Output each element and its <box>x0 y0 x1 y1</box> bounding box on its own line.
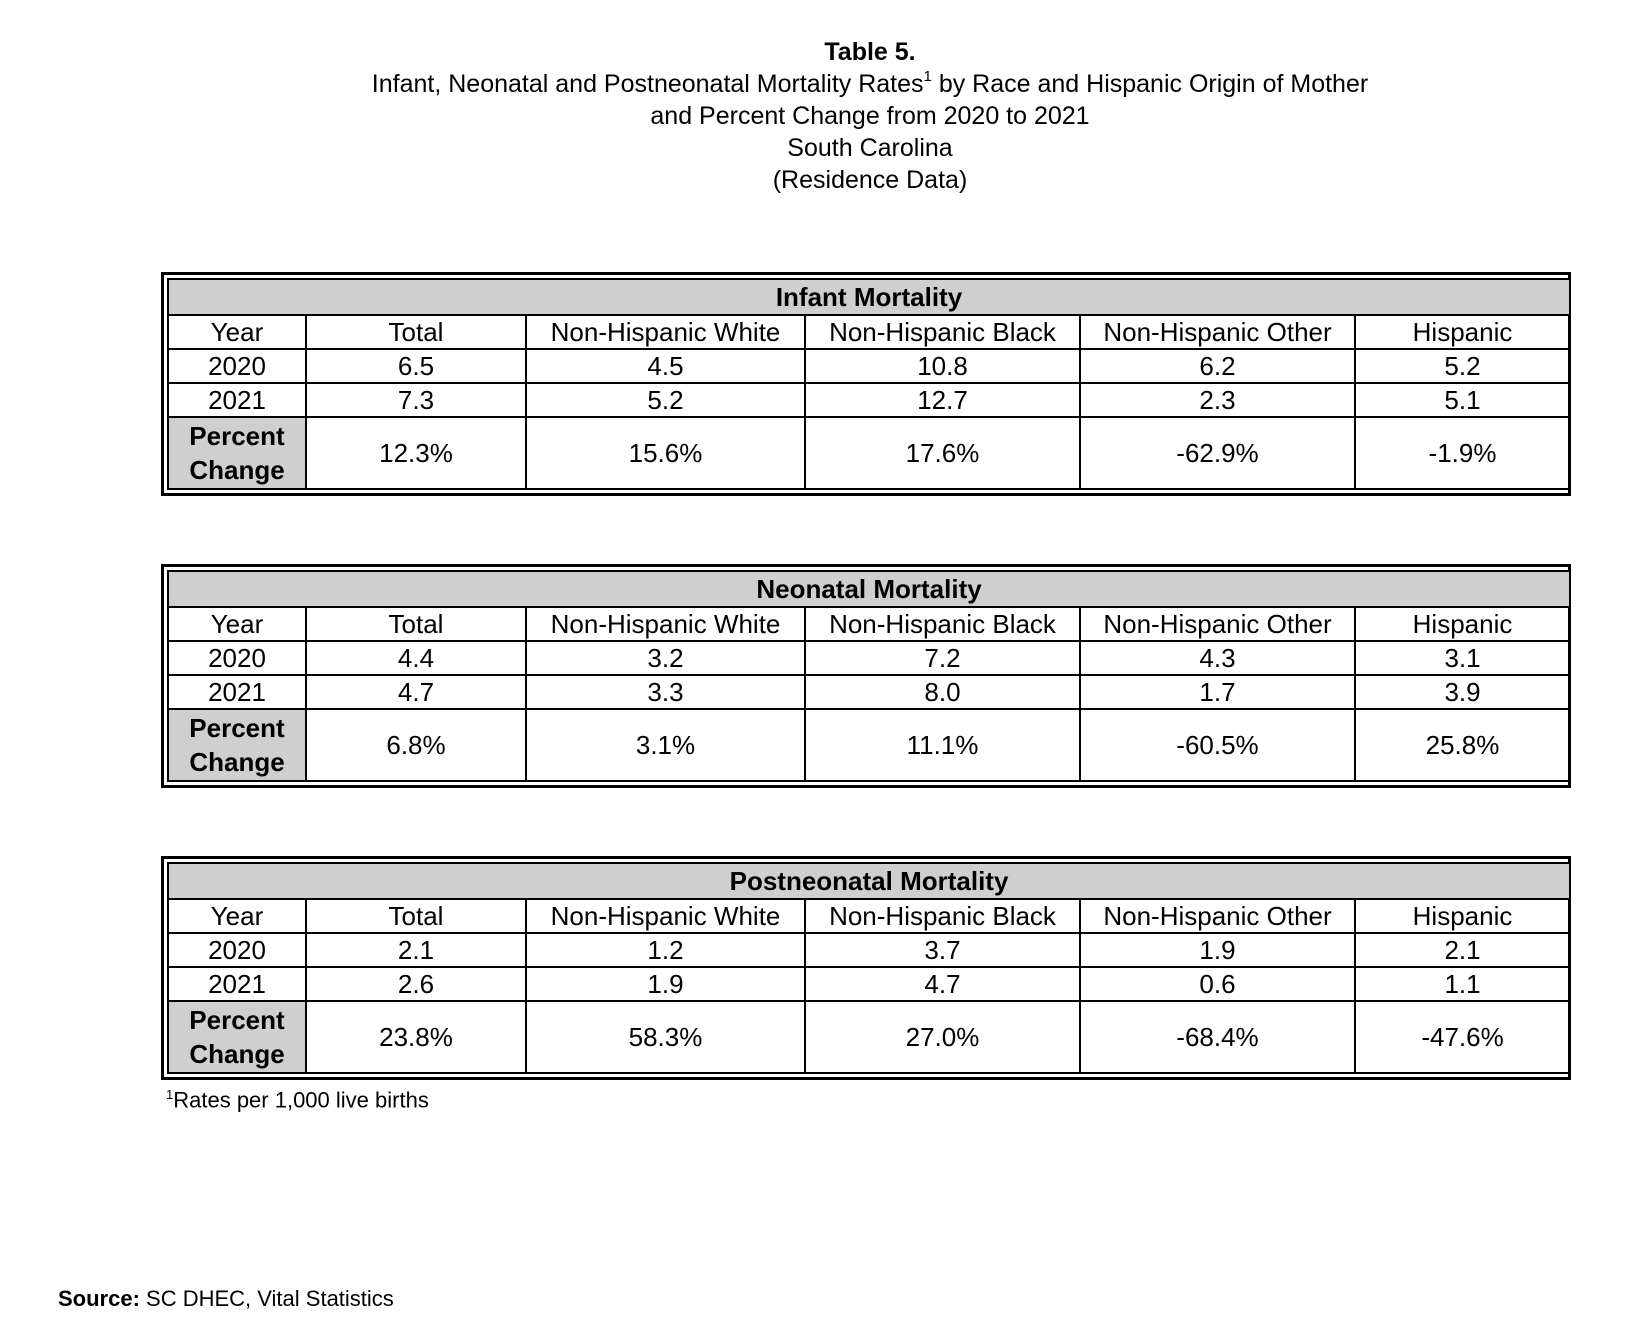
column-header: Non-Hispanic Other <box>1080 315 1355 349</box>
percent-change-row <box>168 1001 1570 1073</box>
table-cell: 2.3 <box>1080 383 1355 417</box>
infant-mortality-table <box>161 272 1571 496</box>
column-header: Hispanic <box>1355 315 1570 349</box>
table-cell: 3.7 <box>805 933 1080 967</box>
table-cell: 15.6% <box>526 417 805 489</box>
section-title: Infant Mortality <box>168 279 1570 315</box>
table-cell: 17.6% <box>805 417 1080 489</box>
table-number: Table 5. <box>824 38 916 66</box>
table-cell: -62.9% <box>1080 417 1355 489</box>
table-cell: 5.2 <box>1355 349 1570 383</box>
postneonatal-mortality-table <box>161 856 1571 1080</box>
column-header: Non-Hispanic Black <box>805 607 1080 641</box>
table-cell: 12.7 <box>805 383 1080 417</box>
change-label: Change <box>189 1039 285 1069</box>
column-header: Non-Hispanic Other <box>1080 899 1355 933</box>
column-header-row <box>168 315 1570 349</box>
table-row <box>168 349 1570 383</box>
table-row <box>168 675 1570 709</box>
table-cell: 2020 <box>168 933 306 967</box>
table-cell: 3.9 <box>1355 675 1570 709</box>
column-header: Total <box>306 315 526 349</box>
table-title-line-4: (Residence Data) <box>772 166 968 194</box>
table-cell: 3.2 <box>526 641 805 675</box>
percent-change-label <box>168 1001 306 1073</box>
table-cell: 4.7 <box>805 967 1080 1001</box>
table-cell: 2020 <box>168 641 306 675</box>
source-note <box>58 1286 394 1312</box>
percent-change-row <box>168 709 1570 781</box>
table-cell: 23.8% <box>306 1001 526 1073</box>
table-cell: 1.7 <box>1080 675 1355 709</box>
table-title-line-3: South Carolina <box>787 134 953 162</box>
table-cell: 3.3 <box>526 675 805 709</box>
column-header: Non-Hispanic White <box>526 607 805 641</box>
change-label: Change <box>189 747 285 777</box>
table-cell: 2021 <box>168 383 306 417</box>
footnote-marker: 1 <box>923 67 932 85</box>
column-header: Total <box>306 607 526 641</box>
change-label: Change <box>189 455 285 485</box>
table-cell: 1.1 <box>1355 967 1570 1001</box>
table-cell: 3.1% <box>526 709 805 781</box>
table-cell: 4.7 <box>306 675 526 709</box>
table-cell: 25.8% <box>1355 709 1570 781</box>
table-cell: 5.2 <box>526 383 805 417</box>
table-cell: 10.8 <box>805 349 1080 383</box>
table-cell: -47.6% <box>1355 1001 1570 1073</box>
table-cell: 4.4 <box>306 641 526 675</box>
footnote <box>166 1087 429 1113</box>
table-cell: 4.5 <box>526 349 805 383</box>
table-row <box>168 641 1570 675</box>
percent-label: Percent <box>189 1005 285 1035</box>
column-header-row <box>168 899 1570 933</box>
table-cell: 1.9 <box>1080 933 1355 967</box>
percent-change-row <box>168 417 1570 489</box>
table-cell: -60.5% <box>1080 709 1355 781</box>
table-cell: 7.2 <box>805 641 1080 675</box>
column-header: Year <box>168 315 306 349</box>
column-header: Year <box>168 899 306 933</box>
column-header: Year <box>168 607 306 641</box>
table-cell: 11.1% <box>805 709 1080 781</box>
table-cell: 0.6 <box>1080 967 1355 1001</box>
table-row <box>168 933 1570 967</box>
footnote-number: 1 <box>166 1087 174 1102</box>
table-cell: 6.8% <box>306 709 526 781</box>
table-header <box>0 36 1626 196</box>
title-text-continued: by Race and Hispanic Origin of Mother <box>931 70 1369 98</box>
column-header: Non-Hispanic White <box>526 899 805 933</box>
table-cell: -1.9% <box>1355 417 1570 489</box>
table-row <box>168 967 1570 1001</box>
percent-change-label <box>168 709 306 781</box>
column-header: Non-Hispanic Black <box>805 315 1080 349</box>
percent-label: Percent <box>189 713 285 743</box>
table-cell: 6.5 <box>306 349 526 383</box>
table-cell: 6.2 <box>1080 349 1355 383</box>
section-title: Postneonatal Mortality <box>168 863 1570 899</box>
column-header: Hispanic <box>1355 607 1570 641</box>
table-cell: 58.3% <box>526 1001 805 1073</box>
table-cell: 1.9 <box>526 967 805 1001</box>
title-text: Infant, Neonatal and Postneonatal Mortality Rates <box>371 70 924 98</box>
column-header: Hispanic <box>1355 899 1570 933</box>
table-cell: 2.1 <box>1355 933 1570 967</box>
column-header: Non-Hispanic Other <box>1080 607 1355 641</box>
table-cell: 8.0 <box>805 675 1080 709</box>
source-label: Source: <box>58 1286 140 1311</box>
column-header: Non-Hispanic White <box>526 315 805 349</box>
table-cell: 27.0% <box>805 1001 1080 1073</box>
percent-label: Percent <box>189 421 285 451</box>
table-cell: 7.3 <box>306 383 526 417</box>
table-title-line-2: and Percent Change from 2020 to 2021 <box>650 102 1090 130</box>
table-cell: 2021 <box>168 967 306 1001</box>
column-header-row <box>168 607 1570 641</box>
neonatal-mortality-table <box>161 564 1571 788</box>
table-cell: 2.6 <box>306 967 526 1001</box>
table-cell: -68.4% <box>1080 1001 1355 1073</box>
table-cell: 2020 <box>168 349 306 383</box>
table-cell: 1.2 <box>526 933 805 967</box>
table-row <box>168 383 1570 417</box>
percent-change-label <box>168 417 306 489</box>
section-title: Neonatal Mortality <box>168 571 1570 607</box>
table-cell: 5.1 <box>1355 383 1570 417</box>
table-cell: 3.1 <box>1355 641 1570 675</box>
table-cell: 12.3% <box>306 417 526 489</box>
table-cell: 4.3 <box>1080 641 1355 675</box>
column-header: Total <box>306 899 526 933</box>
source-text: SC DHEC, Vital Statistics <box>139 1286 394 1311</box>
footnote-text: Rates per 1,000 live births <box>173 1087 429 1113</box>
column-header: Non-Hispanic Black <box>805 899 1080 933</box>
table-cell: 2021 <box>168 675 306 709</box>
table-cell: 2.1 <box>306 933 526 967</box>
table-title-line-1 <box>0 68 1626 100</box>
